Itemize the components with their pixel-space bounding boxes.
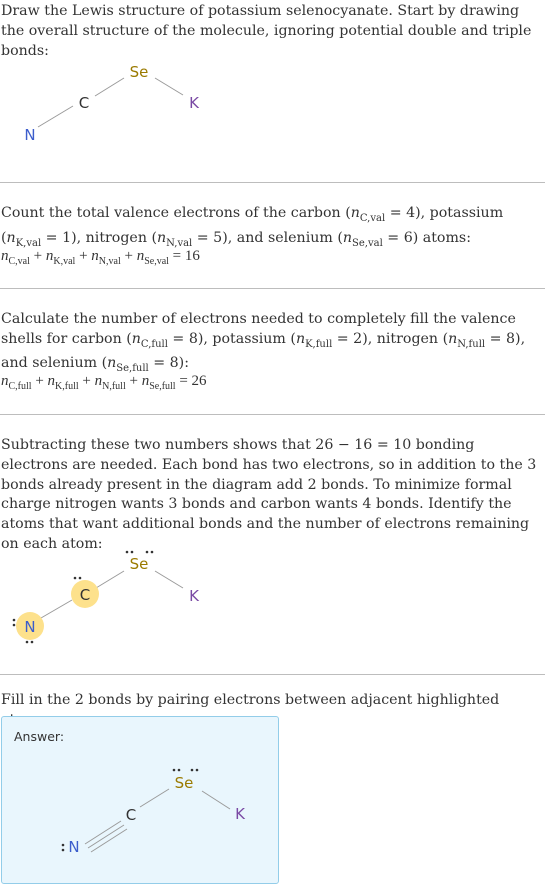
divider <box>0 414 545 415</box>
atom-n: N <box>24 618 36 636</box>
atom-k: K <box>189 587 199 605</box>
atom-se: Se <box>129 555 149 573</box>
bond-se-k <box>202 791 230 809</box>
atom-n: N <box>68 838 80 856</box>
fill-bonds-text: Fill in the 2 bonds by pairing electrons between adjacent highlighted <box>1 692 500 708</box>
bond-se-k <box>155 78 183 95</box>
lone-pair-dot <box>131 551 134 554</box>
lone-pair-dot <box>13 619 16 622</box>
lone-pair-dot <box>146 551 149 554</box>
bonding-text: Subtracting these two numbers shows that 26 − 16 = 10 bonding electrons are needed. Each bond has two electrons, so in addition to the 3 bonds already present in the diagram add 2 bonds. To minimize formal charge nitrogen wants 3 bonds and carbon wants 4 bonds. Identify the atoms that want additional bonds and the number of electrons remaining on each atom: <box>1 437 537 552</box>
bond-c-se <box>140 789 169 807</box>
lone-pair-dot <box>191 769 194 772</box>
bond-c-se <box>95 78 124 96</box>
answer-label: Answer: <box>14 729 65 744</box>
lone-pair-dot <box>173 769 176 772</box>
lone-pair-dot <box>62 844 65 847</box>
atom-c: C <box>125 806 137 824</box>
valence-formula: $n_{C,val} + n_{K,val} + n_{N,val} + n_{Se,val} = 16$ <box>1 248 200 267</box>
answer-lewis-structure <box>2 717 278 883</box>
answer-box <box>1 716 279 884</box>
bond-se-k <box>155 571 183 588</box>
skeleton-structure-diagram <box>0 40 545 210</box>
triple-bond-line <box>88 825 124 848</box>
full-shell-text: Calculate the number of electrons needed to completely fill the valence shells for carbon $(n_{C,full} = 8)$, potassium $(n_{K,full} = 2)$, nitrogen $(n_{N,full} = 8)$, and selenium $(n_{Se,full} = 8)$: <box>1 311 526 375</box>
lone-pair-dot <box>74 577 77 580</box>
divider <box>0 182 545 183</box>
triple-bond-line <box>85 821 121 844</box>
atom-c: C <box>78 94 90 112</box>
atom-se: Se <box>174 774 194 792</box>
bond-c-se <box>96 571 124 588</box>
full-shell-formula: $n_{C,full} + n_{K,full} + n_{N,full} + n_{Se,full} = 26$ <box>1 373 207 392</box>
atom-se: Se <box>129 63 149 81</box>
lone-pair-dot <box>31 641 34 644</box>
lone-pair-dot <box>196 769 199 772</box>
divider <box>0 288 545 289</box>
bond-n-c <box>41 600 72 618</box>
atom-c: C <box>79 586 91 604</box>
bond-n-c <box>38 106 73 127</box>
triple-bond-line <box>91 829 127 852</box>
lone-pair-dot <box>13 624 16 627</box>
lone-pair-dot <box>126 551 129 554</box>
lone-pair-dot <box>151 551 154 554</box>
lone-pair-dot <box>79 577 82 580</box>
intro-text: Draw the Lewis structure of potassium selenocyanate. Start by drawing the overall structure of the molecule, ignoring potential double and triple bonds: <box>1 3 532 59</box>
lone-pair-dot <box>178 769 181 772</box>
atom-k: K <box>235 805 245 823</box>
lone-pair-dot <box>62 849 65 852</box>
atom-n: N <box>24 126 36 144</box>
lone-pair-dot <box>26 641 29 644</box>
valence-text: Count the total valence electrons of the carbon $(n_{C,val} = 4)$, potassium $(n_{K,val} = 1)$, nitrogen $(n_{N,val} = 5)$, and selenium $(n_{Se,val} = 6)$ atoms: <box>1 205 504 249</box>
highlighted-atoms-diagram <box>0 535 545 665</box>
divider <box>0 674 545 675</box>
atom-k: K <box>189 94 199 112</box>
